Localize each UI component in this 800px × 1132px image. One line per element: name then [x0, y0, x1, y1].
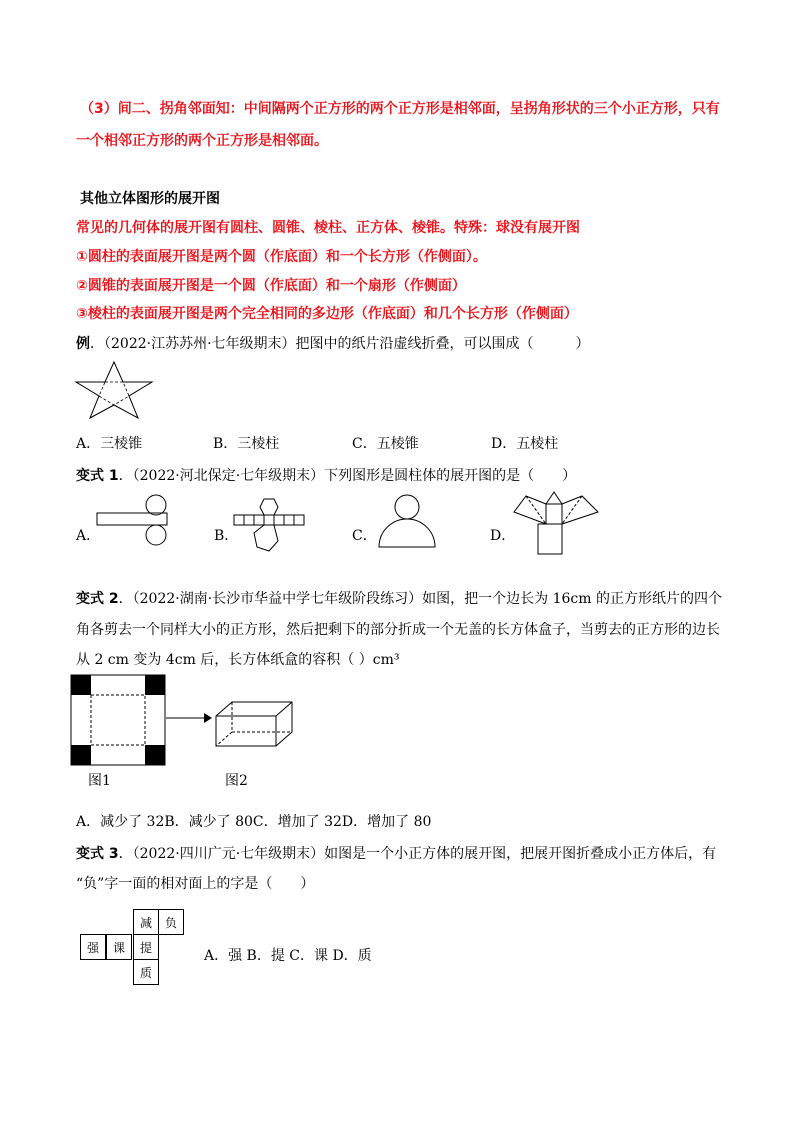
variant1-letter-d[interactable]: D． [490, 528, 516, 544]
variant1-letter-a[interactable]: A． [76, 528, 101, 544]
example-text: ．（2022·江苏苏州·七年级期末）把图中的纸片沿虚线折叠，可以围成（ ） [90, 336, 590, 352]
figure-1-caption: 图1 [88, 773, 111, 789]
star-net-figure [74, 360, 154, 420]
section-item-3: ③棱柱的表面展开图是两个完全相同的多边形（作底面）和几个长方形（作侧面） [76, 306, 578, 322]
box-figure-2 [214, 700, 294, 750]
variant2-line3: 从 2 cm 变为 4cm 后，长方体纸盒的容积（ ）cm³ [76, 652, 400, 668]
cube-face-jian: 减 [133, 909, 159, 935]
cone-net-c [374, 493, 444, 553]
box-figure-1 [70, 674, 166, 766]
variant1-letter-b[interactable]: B． [214, 528, 239, 544]
cube-face-ke: 课 [106, 934, 132, 960]
variant2-options[interactable]: A．减少了 32B．减少了 80C．增加了 32D．增加了 80 [76, 814, 432, 830]
example-option-b[interactable]: B．三棱柱 [213, 436, 280, 452]
variant2-line1 [76, 588, 722, 608]
cylinder-net-a [95, 493, 175, 553]
variant2-line2: 角各剪去一个同样大小的正方形，然后把剩下的部分折成一个无盖的长方体盒子，当剪去的正方形的边长 [76, 622, 720, 638]
variant3-line1 [76, 843, 716, 863]
figure-2-caption: 图2 [225, 773, 248, 789]
variant2-label: 变式 2 [76, 591, 119, 607]
cube-face-ti: 提 [133, 934, 159, 960]
example-question [76, 333, 590, 353]
variant3-label: 变式 3 [76, 846, 119, 862]
variant3-line2: “负”字一面的相对面上的字是（ ） [76, 876, 315, 892]
cube-face-zhi: 质 [133, 959, 159, 985]
section-item-1: ①圆柱的表面展开图是两个圆（作底面）和一个长方形（作侧面）。 [76, 249, 487, 265]
variant2-text-1: ．（2022·湖南·长沙市华益中学七年级阶段练习）如图，把一个边长为 16cm 的正方形纸片的四个 [118, 591, 722, 607]
variant1-text: ．（2022·河北保定·七年级期末）下列图形是圆柱体的展开图的是（ ） [118, 468, 577, 484]
example-option-c[interactable]: C．五棱锥 [352, 436, 419, 452]
variant3-options[interactable]: A．强 B．提 C．课 D．质 [204, 948, 372, 964]
cube-face-fu: 负 [158, 909, 184, 935]
example-option-d[interactable]: D．五棱柱 [491, 436, 559, 452]
rule3-line1: （3）间二、拐角邻面知：中间隔两个正方形的两个正方形是相邻面，呈拐角形状的三个小正方形，只有 [80, 101, 720, 117]
example-label: 例 [76, 336, 90, 352]
variant3-text-1: ．（2022·四川广元·七年级期末）如图是一个小正方体的展开图，把展开图折叠成小正方体后，有 [118, 846, 717, 862]
prism-net-b [232, 493, 312, 553]
section-intro: 常见的几何体的展开图有圆柱、圆锥、棱柱、正方体、棱锥。特殊：球没有展开图 [76, 220, 580, 236]
variant1-label: 变式 1 [76, 468, 119, 484]
rule3-line2: 一个相邻正方形的两个正方形是相邻面。 [76, 133, 328, 149]
arrow-icon [166, 712, 212, 724]
section-heading: 其他立体图形的展开图 [80, 191, 220, 207]
section-item-2: ②圆锥的表面展开图是一个圆（作底面）和一个扇形（作侧面） [76, 278, 466, 294]
prism-net-d [510, 490, 605, 558]
cube-face-qiang: 强 [80, 934, 106, 960]
variant1-letter-c[interactable]: C． [352, 528, 377, 544]
variant1-question [76, 465, 576, 485]
example-option-a[interactable]: A．三棱锥 [76, 436, 143, 452]
